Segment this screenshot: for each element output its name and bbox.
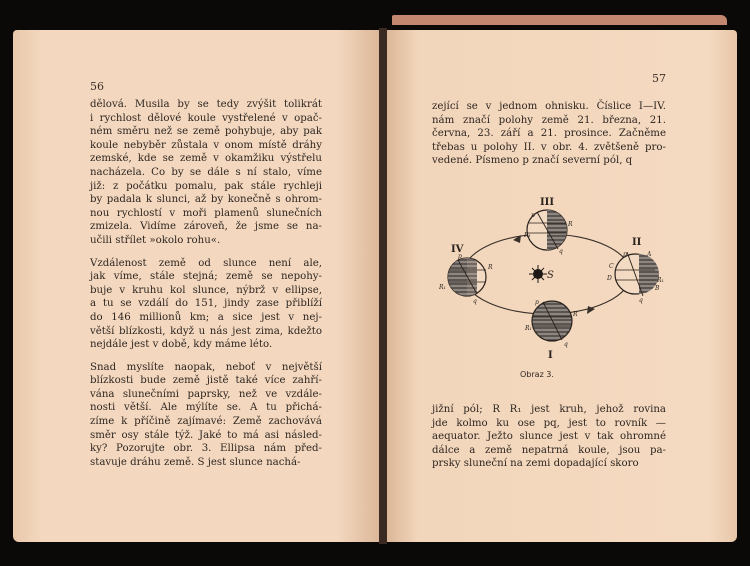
text-line: a tu se vzdálí do 151, jindy zase přiblíží — [90, 298, 322, 310]
label-q-IV: q — [473, 298, 477, 305]
text-line: nou rychlostí v moři plamenů slunečních — [90, 207, 322, 219]
paragraph — [90, 257, 322, 352]
label-R1-II: R₁ — [657, 277, 664, 284]
label-D-II: D — [607, 275, 612, 282]
text-line: do 146 millionů km; a sice jest v nej- — [90, 311, 322, 323]
text-line: učili střílet »okolo rohu«. — [90, 234, 221, 246]
position-label-IV: IV — [451, 244, 464, 255]
text-line: nosti větší. Ale mýlíte se. A tu přichá- — [90, 402, 322, 414]
text-line: jak víme, stále stejná; země se nepohy- — [90, 271, 322, 283]
paragraph — [90, 98, 322, 248]
label-R-IV: R — [488, 264, 493, 271]
text-line: třebas u polohy II. v obr. 4. zvětšeně pro- — [432, 141, 666, 153]
text-line: ném směru než se země pohybuje, aby pak — [90, 126, 322, 138]
text-line: vedené. Písmeno p značí severní pól, q — [432, 155, 633, 167]
left-page-text — [90, 98, 322, 469]
label-R1-I: R₁ — [525, 325, 532, 332]
text-line: blízkosti bude země jistě také více zahří- — [90, 375, 322, 387]
label-p-II: p — [623, 251, 627, 258]
text-line: jižní pól; R R₁ jest kruh, jehož rovina — [432, 404, 666, 415]
orbit-figure — [425, 190, 680, 365]
text-line: zmizela. Vidíme zároveň, že jsme se na- — [90, 221, 322, 233]
text-line: i rychlost dělové koule vystřelené v opač- — [90, 112, 322, 124]
text-line: června, 23. září a 21. prosince. Začněme — [432, 128, 666, 140]
label-p-IV: p — [458, 253, 462, 260]
text-line: zející se v jednom ohnisku. Číslice I—IV. — [432, 101, 666, 112]
earth-position-II — [615, 252, 659, 296]
paragraph — [90, 361, 322, 470]
label-q-I: q — [564, 341, 568, 348]
text-line: větší blízkosti, když u nás jest zima, kdežto — [90, 325, 322, 337]
text-line: nacházela. Co by se dále s ní stalo, víme — [90, 166, 322, 178]
label-q-II: q — [639, 297, 643, 304]
paragraph-gap — [90, 352, 322, 361]
text-line: stavuje dráhu země. S jest slunce nachá- — [90, 456, 301, 468]
label-p-I: p — [535, 299, 539, 306]
label-R-I: R — [573, 311, 578, 318]
label-R1-III: R₁ — [524, 232, 531, 239]
earth-position-I — [532, 301, 572, 341]
earth-position-IV — [448, 258, 486, 296]
text-line: dělová. Musila by se tedy zvýšit tolikrát — [90, 99, 322, 110]
text-line: jde kolmo ku ose pq, jest to rovník — — [432, 417, 666, 429]
text-line: buje v kruhu kol slunce, nýbrž v ellipse, — [90, 284, 322, 296]
label-C-II: C — [609, 263, 614, 270]
text-line: zemské, kde se země v okamžiku výstřelu — [90, 153, 322, 165]
right-page-bottom-text — [432, 403, 666, 471]
text-line: prsky sluneční na zemi dopadající skoro — [432, 458, 639, 470]
text-line: zíme k příčině zajímavé: Země zachovává — [90, 416, 322, 428]
text-line: by padala k slunci, až by konečně s ohrom- — [90, 194, 322, 206]
text-line: již: z počátku pomalu, pak stále rychleji — [90, 180, 322, 192]
right-page-top-text — [432, 100, 666, 168]
text-line: koule nebyběr zůstala v onom místě dráhy — [90, 139, 322, 151]
right-page-number: 57 — [652, 72, 666, 85]
label-R-III: R — [568, 221, 573, 228]
text-line: aequator. Ježto slunce jest v tak ohromné — [432, 431, 666, 443]
text-line: vána slunečními paprsky, než ve vzdále- — [90, 388, 322, 400]
book-gutter — [379, 28, 387, 544]
sun-icon — [529, 265, 547, 283]
label-R1-IV: R₁ — [439, 284, 446, 291]
text-line: Vzdálenost země od slunce není ale, — [90, 257, 322, 269]
position-label-I: I — [548, 350, 553, 361]
position-label-III: III — [540, 197, 555, 208]
text-line: nejdále jest v době, kdy máme léto. — [90, 339, 273, 351]
figure-caption: Obraz 3. — [520, 370, 554, 379]
label-q-III: q — [559, 248, 563, 255]
label-B-II: B — [655, 285, 660, 292]
label-A-II: A — [647, 251, 652, 258]
position-label-II: II — [632, 237, 642, 248]
left-page-number: 56 — [90, 80, 104, 93]
label-p-III: p — [531, 212, 535, 219]
text-line: dálce a země nepatrná koule, jsou pa- — [432, 444, 666, 456]
paragraph-gap — [90, 248, 322, 257]
text-line: ky? Pozorujte obr. 3. Ellipsa nám před- — [90, 443, 322, 455]
text-line: směr osy stále týž. Jaké to má asi násled- — [90, 429, 322, 441]
sun-label: S — [547, 270, 554, 281]
text-line: Snad myslíte naopak, neboť v největší — [90, 361, 322, 373]
text-line: nám značí polohy země 21. března, 21. — [432, 114, 666, 126]
